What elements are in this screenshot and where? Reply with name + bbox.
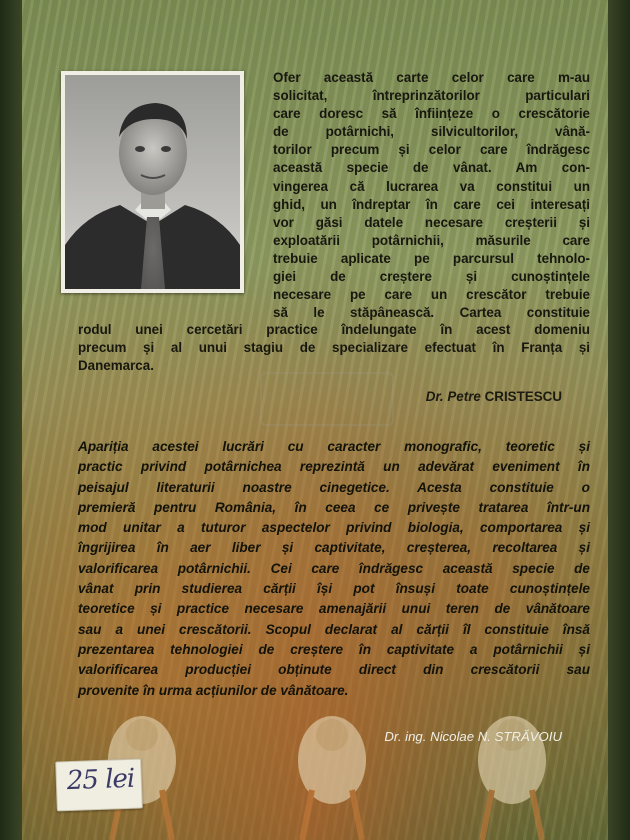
- text-line: necesare pe care un crescător trebuie: [273, 287, 590, 303]
- text-line: de potârnichi, silvicultorilor, vână-: [273, 124, 590, 140]
- reviewer-signature: [384, 729, 562, 744]
- author-portrait-photo: [61, 71, 244, 293]
- text-line: Ofer această carte celor care m-au: [273, 70, 590, 85]
- text-line: teoretice și practice necesare amenajării unui teren de vânătoare: [78, 601, 590, 617]
- reviewer-surname: STRĂVOIU: [494, 729, 562, 744]
- text-line: valorificarea potârnichii. Cei care îndrăgesc această specie de: [78, 560, 590, 576]
- text-line: ghid, un îndreptar în care cei interesați: [273, 196, 590, 212]
- text-line: să le stăpânească. Cartea constituie: [273, 305, 590, 321]
- faint-watermark: [260, 372, 394, 426]
- text-line: această specie de vânat. Am con-: [273, 160, 590, 176]
- reviewer-title-name: Dr. ing. Nicolae N.: [384, 729, 491, 744]
- text-line: valorificarea producției obținute direct din crescătorii sau: [78, 662, 590, 678]
- text-line: vor găsi datele necesare creșterii și: [273, 214, 590, 230]
- text-line: Apariția acestei lucrări cu caracter monografic, teoretic și: [78, 439, 590, 454]
- text-line: solicitat, întreprinzătorilor particulari: [273, 88, 590, 104]
- text-line: prezentarea tehnologiei de creștere în captivitate a potârnichii și: [78, 641, 590, 657]
- text-line: trebuie aplicate pe parcursul tehnolo-: [273, 250, 590, 266]
- text-line: premieră pentru România, în ceea ce privește tratarea într-un: [78, 499, 590, 515]
- scan-edge-right: [608, 0, 630, 840]
- partridge-illustration-middle: [272, 700, 392, 840]
- text-line: îngrijirea în aer liber și captivitate, creșterea, recoltarea și: [78, 540, 590, 556]
- text-line: practic privind potârnichea reprezintă un adevărat eveniment în: [78, 459, 590, 475]
- text-line: giei de creștere și cunoștințele: [273, 269, 590, 285]
- text-line: peisajul literaturii noastre cinegetice. Acesta constituie o: [78, 479, 590, 495]
- price-sticker-text: 25 lei: [66, 763, 135, 797]
- text-line: vingerea că lucrarea va constitui un: [273, 178, 590, 194]
- text-line: Danemarca.: [78, 358, 154, 374]
- text-line: rodul unei cercetări practice îndelungate în acest domeniu: [78, 322, 590, 337]
- author-foreword-top: [273, 69, 590, 322]
- author-surname: CRISTESCU: [484, 389, 562, 404]
- text-line: care doresc să înființeze o crescătorie: [273, 106, 590, 122]
- review-paragraph: [78, 437, 590, 701]
- text-line: mod unitar a tuturor aspectelor privind biologia, comportarea și: [78, 520, 590, 536]
- text-line: sau a unei crescătorii. Scopul declarat al cărții îl constituie însă: [78, 621, 590, 637]
- portrait-image: [65, 75, 240, 289]
- text-line: torilor precum și celor care îndrăgesc: [273, 142, 590, 158]
- author-title-name: Dr. Petre: [425, 389, 481, 404]
- author-signature: [426, 389, 562, 404]
- text-line: exploatării potârnichii, măsurile care: [273, 232, 590, 248]
- scan-edge-left: [0, 0, 22, 840]
- text-line: vânat prin studierea cărții își pot însuși toate cunoștințele: [78, 581, 590, 597]
- text-line: provenite în urma acțiunilor de vânătoare.: [78, 682, 349, 698]
- partridge-illustration-right: [452, 700, 572, 840]
- text-line: precum și al unui stagiu de specializare efectuat în Franța și: [78, 340, 590, 356]
- book-back-cover: [22, 0, 608, 840]
- price-sticker: [55, 759, 143, 812]
- author-foreword-bottom: [78, 321, 590, 375]
